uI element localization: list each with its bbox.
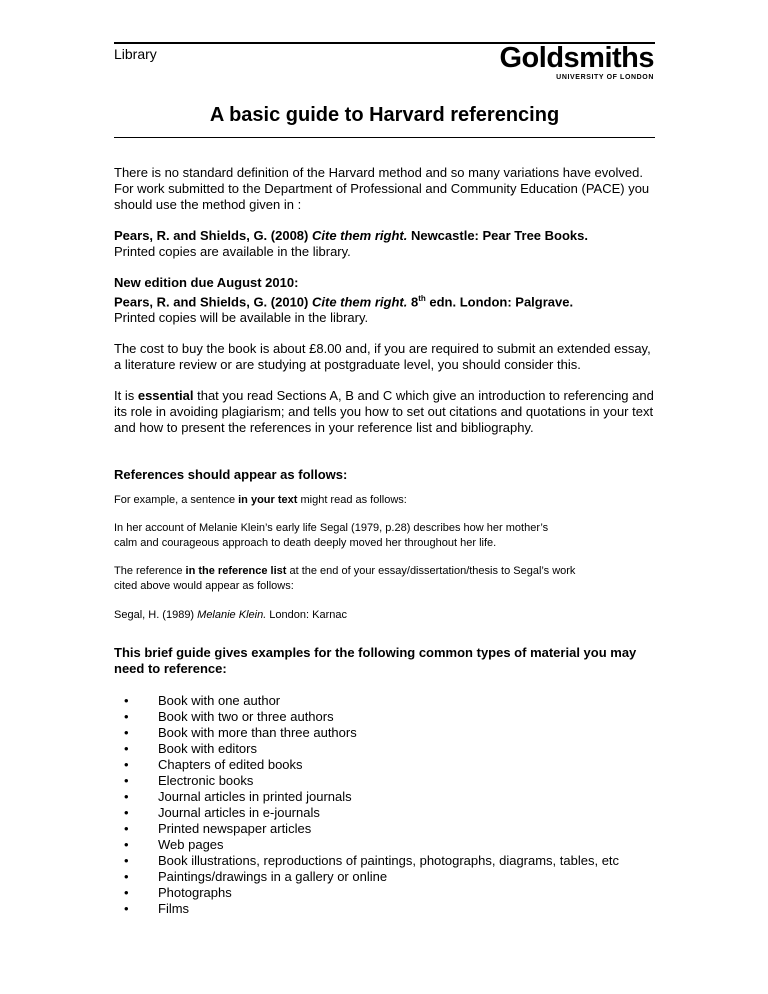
list-item: • Book with two or three authors bbox=[124, 709, 334, 725]
essential-emphasis: essential bbox=[137, 388, 194, 404]
example-ref-intro-post: at the end of your essay/dissertation/thesis to Segal’s work cited above would appear as follows: bbox=[114, 565, 576, 593]
document-body bbox=[114, 165, 659, 917]
page-title: A basic guide to Harvard referencing bbox=[209, 104, 560, 126]
example-ref-intro-pre: The reference bbox=[114, 565, 186, 578]
essential-pre: It is bbox=[114, 388, 138, 404]
ref1-authors: Pears, R. and Shields, G. (2008) bbox=[114, 228, 309, 243]
essential-paragraph bbox=[114, 388, 659, 436]
example-reference bbox=[114, 608, 554, 623]
section-label: Library bbox=[114, 46, 157, 62]
bullet-icon: • bbox=[124, 853, 129, 869]
new-edition-title: Cite them right. bbox=[311, 294, 408, 310]
ref1-title: Cite them right. bbox=[311, 228, 408, 243]
list-item: • Book illustrations, reproductions of paintings, photographs, diagrams, tables, etc bbox=[124, 853, 620, 869]
goldsmiths-logo bbox=[499, 43, 654, 81]
ref1-publisher: Newcastle: Pear Tree Books. bbox=[410, 228, 588, 243]
list-item: • Book with one author bbox=[124, 693, 281, 709]
bullet-icon: • bbox=[124, 901, 129, 917]
example-ref-title: Melanie Klein. bbox=[197, 609, 267, 622]
example-reference-intro bbox=[114, 564, 594, 594]
list-item: • Printed newspaper articles bbox=[124, 821, 312, 837]
bullet-icon: • bbox=[124, 725, 129, 741]
essential-post: that you read Sections A, B and C which give an introduction to referencing and its role in avoiding plagiarism; and tells you how to set out citations and quotations in your text and how to present the references in your reference list and bibliography. bbox=[114, 388, 654, 436]
bullet-icon: • bbox=[124, 709, 129, 725]
list-item: • Photographs bbox=[124, 885, 232, 901]
new-edition-note: Printed copies will be available in the library. bbox=[114, 310, 369, 326]
bullet-icon: • bbox=[124, 805, 129, 821]
new-edition-authors: Pears, R. and Shields, G. (2010) bbox=[114, 294, 309, 310]
new-edition-block bbox=[114, 275, 659, 326]
bullet-icon: • bbox=[124, 789, 129, 805]
example-text-emphasis: in your text bbox=[238, 494, 298, 507]
logo-name: Goldsmiths bbox=[499, 42, 654, 74]
example-ref-post: London: Karnac bbox=[266, 609, 347, 622]
example-text-pre: For example, a sentence bbox=[114, 494, 239, 507]
example-ref-pre: Segal, H. (1989) bbox=[114, 609, 198, 622]
bullet-icon: • bbox=[124, 885, 129, 901]
list-item: • Films bbox=[124, 901, 190, 917]
new-edition-heading: New edition due August 2010: bbox=[114, 275, 299, 290]
list-item: • Paintings/drawings in a gallery or online bbox=[124, 869, 388, 885]
new-edition-superscript: th bbox=[418, 294, 426, 303]
list-item: • Journal articles in printed journals bbox=[124, 789, 352, 805]
bullet-icon: • bbox=[124, 821, 129, 837]
ref1-note: Printed copies are available in the library. bbox=[114, 244, 351, 259]
list-item: • Book with more than three authors bbox=[124, 725, 357, 741]
example-text-intro bbox=[114, 493, 594, 508]
example-text-post: might read as follows: bbox=[297, 494, 407, 507]
bullet-icon: • bbox=[124, 869, 129, 885]
list-item: • Book with editors bbox=[124, 741, 257, 757]
logo-subtitle: UNIVERSITY OF LONDON bbox=[556, 74, 654, 81]
references-heading: References should appear as follows: bbox=[114, 467, 348, 483]
new-edition-number: 8 bbox=[410, 294, 419, 310]
bullet-icon: • bbox=[124, 741, 129, 757]
material-types-list bbox=[114, 693, 659, 917]
bullet-icon: • bbox=[124, 693, 129, 709]
list-item: • Web pages bbox=[124, 837, 224, 853]
types-heading: This brief guide gives examples for the following common types of material you may need to reference: bbox=[114, 645, 637, 677]
example-ref-intro-emphasis: in the reference list bbox=[185, 565, 287, 578]
new-edition-publisher: edn. London: Palgrave. bbox=[425, 294, 574, 310]
bullet-icon: • bbox=[124, 837, 129, 853]
bullet-icon: • bbox=[124, 757, 129, 773]
list-item: • Journal articles in e-journals bbox=[124, 805, 320, 821]
intro-paragraph: There is no standard definition of the Harvard method and so many variations have evolved. For work submitted to the Department of Professional and Community Education (PACE) you should use the method given in : bbox=[114, 165, 650, 212]
bullet-icon: • bbox=[124, 773, 129, 789]
primary-reference bbox=[114, 228, 659, 260]
cost-paragraph: The cost to buy the book is about £8.00 and, if you are required to submit an extended essay, a literature review or are studying at postgraduate level, you should consider this. bbox=[114, 341, 651, 373]
list-item: • Chapters of edited books bbox=[124, 757, 303, 773]
example-quote: In her account of Melanie Klein’s early life Segal (1979, p.28) describes how her mother’s calm and courageous approach to death deeply moved her throughout her life. bbox=[114, 522, 549, 550]
list-item: • Electronic books bbox=[124, 773, 254, 789]
title-rule bbox=[114, 137, 655, 138]
